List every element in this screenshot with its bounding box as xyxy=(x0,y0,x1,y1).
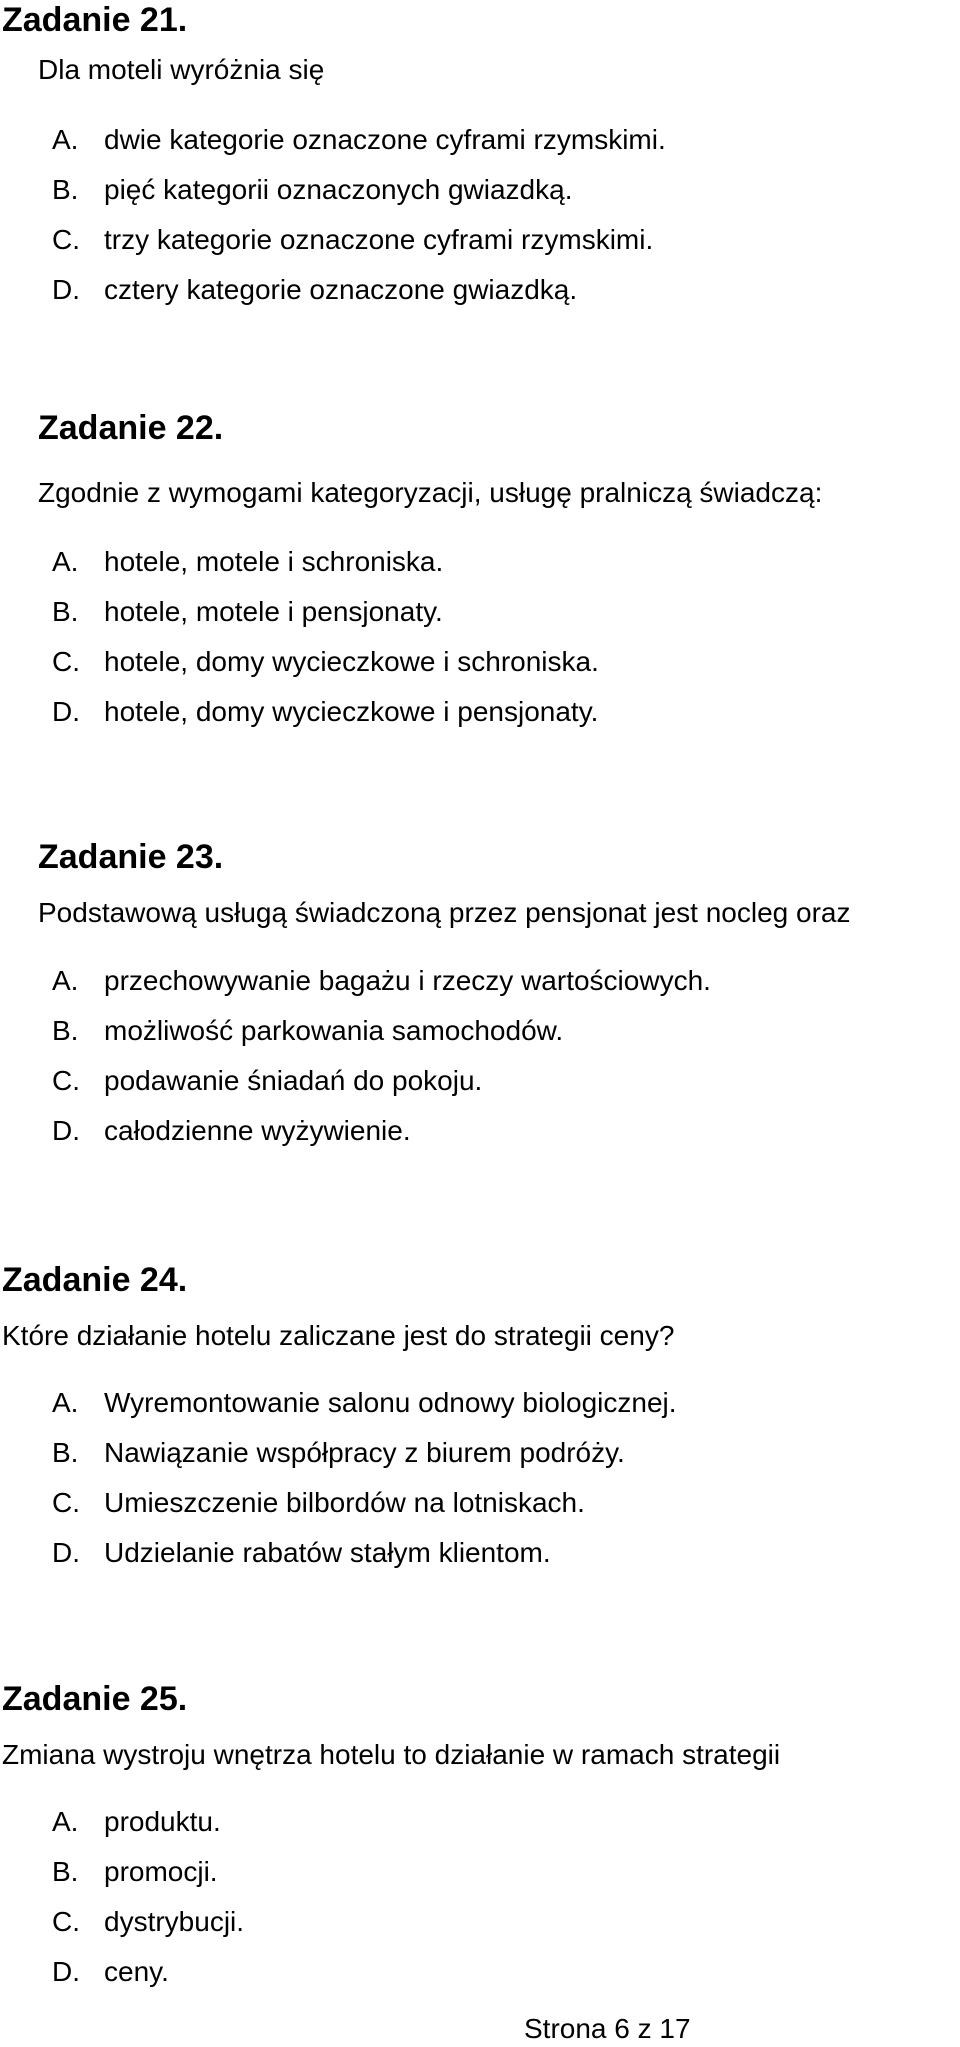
task-title: Zadanie 24. xyxy=(2,1261,188,1299)
option-b xyxy=(52,1428,677,1478)
option-letter: D. xyxy=(52,696,80,727)
task-question: Podstawową usługą świadczoną przez pensjonat jest nocleg oraz xyxy=(38,897,851,928)
option-a xyxy=(52,1378,677,1428)
option-text: promocji. xyxy=(104,1856,218,1887)
options-list xyxy=(52,115,666,315)
option-text: hotele, motele i pensjonaty. xyxy=(104,596,443,627)
option-b xyxy=(52,165,666,215)
option-b xyxy=(52,1847,244,1897)
option-b xyxy=(52,1006,711,1056)
options-list xyxy=(52,956,711,1156)
option-letter: D. xyxy=(52,1537,80,1568)
option-d xyxy=(52,265,666,315)
option-letter: B. xyxy=(52,174,79,205)
options-list xyxy=(52,537,599,737)
option-letter: A. xyxy=(52,1387,79,1418)
task-question: Które działanie hotelu zaliczane jest do strategii ceny? xyxy=(2,1320,675,1351)
option-a xyxy=(52,1797,244,1847)
page-number: Strona 6 z 17 xyxy=(524,2013,691,2044)
option-text: możliwość parkowania samochodów. xyxy=(104,1015,564,1046)
option-letter: C. xyxy=(52,1906,80,1937)
option-text: podawanie śniadań do pokoju. xyxy=(104,1065,483,1096)
option-text: hotele, motele i schroniska. xyxy=(104,546,444,577)
option-letter: C. xyxy=(52,224,80,255)
option-letter: B. xyxy=(52,1015,79,1046)
task-title: Zadanie 22. xyxy=(38,409,224,447)
option-text: Udzielanie rabatów stałym klientom. xyxy=(104,1537,551,1568)
option-d xyxy=(52,1106,711,1156)
option-text: hotele, domy wycieczkowe i pensjonaty. xyxy=(104,696,599,727)
option-text: Umieszczenie bilbordów na lotniskach. xyxy=(104,1487,585,1518)
option-text: całodzienne wyżywienie. xyxy=(104,1115,411,1146)
task-title: Zadanie 23. xyxy=(38,838,224,876)
option-letter: C. xyxy=(52,1487,80,1518)
option-text: Nawiązanie współpracy z biurem podróży. xyxy=(104,1437,625,1468)
option-letter: B. xyxy=(52,1437,79,1468)
option-letter: A. xyxy=(52,965,79,996)
option-text: pięć kategorii oznaczonych gwiazdką. xyxy=(104,174,573,205)
option-text: dwie kategorie oznaczone cyframi rzymskimi. xyxy=(104,124,666,155)
option-text: ceny. xyxy=(104,1956,169,1987)
option-text: produktu. xyxy=(104,1806,221,1837)
task-title: Zadanie 25. xyxy=(2,1680,188,1718)
option-letter: D. xyxy=(52,1115,80,1146)
options-list xyxy=(52,1797,244,1997)
option-letter: C. xyxy=(52,646,80,677)
option-c xyxy=(52,1478,677,1528)
option-letter: D. xyxy=(52,274,80,305)
option-d xyxy=(52,1528,677,1578)
option-b xyxy=(52,587,599,637)
option-c xyxy=(52,1897,244,1947)
option-c xyxy=(52,637,599,687)
option-letter: B. xyxy=(52,1856,79,1887)
option-letter: D. xyxy=(52,1956,80,1987)
option-d xyxy=(52,687,599,737)
option-text: dystrybucji. xyxy=(104,1906,245,1937)
task-question: Zmiana wystroju wnętrza hotelu to działanie w ramach strategii xyxy=(2,1739,781,1770)
option-letter: B. xyxy=(52,596,79,627)
options-list xyxy=(52,1378,677,1578)
task-title: Zadanie 21. xyxy=(2,1,188,39)
option-a xyxy=(52,537,599,587)
task-question: Dla moteli wyróżnia się xyxy=(38,54,325,85)
option-a xyxy=(52,115,666,165)
option-letter: A. xyxy=(52,546,79,577)
option-text: trzy kategorie oznaczone cyframi rzymskimi. xyxy=(104,224,654,255)
option-a xyxy=(52,956,711,1006)
task-question: Zgodnie z wymogami kategoryzacji, usługę pralniczą świadczą: xyxy=(38,477,823,508)
option-letter: C. xyxy=(52,1065,80,1096)
option-text: hotele, domy wycieczkowe i schroniska. xyxy=(104,646,599,677)
option-letter: A. xyxy=(52,124,79,155)
option-text: przechowywanie bagażu i rzeczy wartościowych. xyxy=(104,965,711,996)
option-text: Wyremontowanie salonu odnowy biologicznej. xyxy=(104,1387,677,1418)
option-c xyxy=(52,215,666,265)
option-letter: A. xyxy=(52,1806,79,1837)
option-d xyxy=(52,1947,244,1997)
option-c xyxy=(52,1056,711,1106)
option-text: cztery kategorie oznaczone gwiazdką. xyxy=(104,274,578,305)
